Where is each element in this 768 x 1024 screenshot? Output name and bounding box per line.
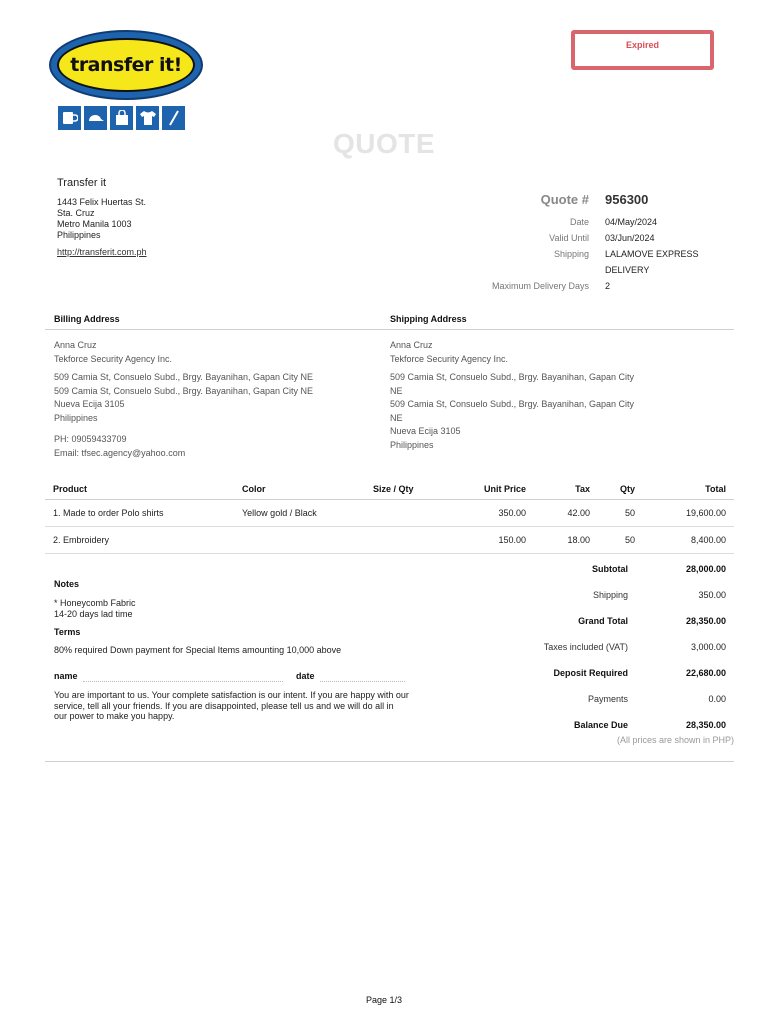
company-website-link[interactable]: http://transferit.com.ph (57, 247, 147, 257)
date-label: Date (569, 217, 589, 227)
shipping-country: Philippines (390, 439, 434, 450)
totals-label: Shipping (592, 590, 628, 600)
totals-value: 22,680.00 (685, 668, 726, 678)
shipping-name: Anna Cruz (390, 340, 433, 350)
signature-name-label: name (54, 671, 78, 681)
billing-email: Email: tfsec.agency@yahoo.com (54, 447, 186, 458)
total-cell: 8,400.00 (643, 527, 734, 554)
shipping-method-value (605, 246, 725, 278)
valid-until-label: Valid Until (549, 233, 589, 243)
shipping-line: NE (390, 385, 403, 396)
shipping-company: Tekforce Security Agency Inc. (390, 353, 509, 364)
totals-value: 350.00 (698, 590, 726, 600)
signature-date-field[interactable] (320, 681, 405, 682)
totals-label: Deposit Required (553, 668, 628, 678)
totals-value: 28,000.00 (685, 564, 726, 574)
totals-value: 28,350.00 (685, 616, 726, 626)
currency-note: (All prices are shown in PHP) (616, 735, 734, 745)
totals-label: Taxes included (VAT) (543, 642, 628, 652)
tax-cell: 18.00 (534, 527, 598, 554)
notes-text (54, 598, 136, 620)
billing-country: Philippines (54, 412, 98, 423)
shipping-address-heading: Shipping Address (390, 314, 467, 324)
column-header: Color (234, 478, 365, 500)
company-address-line: Sta. Cruz (57, 208, 95, 218)
table-header-row (45, 478, 734, 500)
shipping-row (500, 582, 734, 608)
shipping-line: 509 Camia St, Consuelo Subd., Brgy. Bayanihan, Gapan City (390, 399, 634, 409)
shipping-method-line: DELIVERY (605, 265, 650, 275)
shirt-icon (136, 106, 159, 130)
divider (45, 329, 734, 330)
shipping-method-label: Shipping (553, 249, 589, 259)
billing-company: Tekforce Security Agency Inc. (54, 353, 173, 364)
logo (57, 38, 195, 92)
mug-icon (58, 106, 81, 130)
page-number: Page 1/3 (365, 995, 403, 1005)
company-address (57, 197, 146, 241)
billing-line: 509 Camia St, Consuelo Subd., Brgy. Bayanihan, Gapan City NE (54, 372, 313, 382)
color-cell (234, 527, 365, 554)
terms-text: 80% required Down payment for Special Items amounting 10,000 above (54, 645, 342, 655)
totals-summary (500, 556, 734, 738)
deposit-required-row (500, 660, 734, 686)
max-delivery-days-value: 2 (605, 281, 611, 291)
tax-cell: 42.00 (534, 500, 598, 527)
company-address-line: 1443 Felix Huertas St. (57, 197, 147, 207)
qty-cell: 50 (598, 527, 643, 554)
color-cell: Yellow gold / Black (234, 500, 365, 527)
size-qty-cell (365, 527, 441, 554)
totals-value: 3,000.00 (690, 642, 726, 652)
grand-total-row (500, 608, 734, 634)
table-row (45, 527, 734, 554)
quote-meta (480, 192, 740, 294)
column-header: Unit Price (441, 478, 534, 500)
shipping-address (390, 339, 680, 452)
pen-icon (162, 106, 185, 130)
shipping-line: NE (390, 412, 403, 423)
footer-divider (45, 761, 734, 762)
line-items-table (45, 478, 734, 554)
shipping-method-line: LALAMOVE EXPRESS (605, 249, 699, 259)
subtotal-row (500, 556, 734, 582)
quote-number-label: Quote # (540, 192, 589, 207)
company-address-line: Philippines (57, 230, 101, 240)
column-header: Tax (534, 478, 598, 500)
totals-value: 28,350.00 (685, 720, 726, 730)
totals-label: Payments (587, 694, 628, 704)
total-cell: 19,600.00 (643, 500, 734, 527)
notes-line: * Honeycomb Fabric (54, 598, 136, 608)
table-row (45, 500, 734, 527)
logo-text: transfer it! (70, 54, 182, 76)
billing-name: Anna Cruz (54, 340, 97, 350)
date-value: 04/May/2024 (605, 217, 658, 227)
company-name: Transfer it (57, 177, 107, 189)
product-cell: 2. Embroidery (45, 527, 234, 554)
shipping-city: Nueva Ecija 3105 (390, 426, 461, 436)
max-delivery-days-label: Maximum Delivery Days (491, 281, 589, 291)
product-cell: 1. Made to order Polo shirts (45, 500, 234, 527)
company-address-line: Metro Manila 1003 (57, 219, 132, 229)
size-qty-cell (365, 500, 441, 527)
billing-line: 509 Camia St, Consuelo Subd., Brgy. Bayanihan, Gapan City NE (54, 385, 313, 396)
signature-name-field[interactable] (83, 681, 283, 682)
column-header: Size / Qty (365, 478, 441, 500)
billing-city: Nueva Ecija 3105 (54, 399, 125, 409)
payments-row (500, 686, 734, 712)
column-header: Product (45, 478, 234, 500)
billing-address (54, 339, 344, 460)
signature-date-label: date (296, 671, 315, 681)
totals-label: Balance Due (573, 720, 628, 730)
bag-icon (110, 106, 133, 130)
valid-until-value: 03/Jun/2024 (605, 233, 655, 243)
customer-message: You are important to us. Your complete satisfaction is our intent. If you are happy with our service, tell all your friends. If you are disappointed, please tell us and we will do all in our power to make you happy. (54, 690, 409, 721)
qty-cell: 50 (598, 500, 643, 527)
totals-label: Subtotal (592, 564, 628, 574)
totals-value: 0.00 (708, 694, 726, 704)
totals-label: Grand Total (578, 616, 628, 626)
document-title: QUOTE (332, 128, 436, 159)
column-header: Qty (598, 478, 643, 500)
cap-icon (84, 106, 107, 130)
unit-price-cell: 350.00 (441, 500, 534, 527)
expired-stamp (571, 30, 714, 70)
notes-heading: Notes (54, 579, 80, 589)
taxes-row (500, 634, 734, 660)
quote-number: 956300 (605, 192, 649, 207)
billing-phone: PH: 09059433709 (54, 434, 127, 444)
logo-product-icons (58, 106, 185, 130)
notes-line: 14-20 days lad time (54, 609, 133, 619)
unit-price-cell: 150.00 (441, 527, 534, 554)
stamp-text: Expired (625, 40, 659, 50)
billing-address-heading: Billing Address (54, 314, 120, 324)
column-header: Total (643, 478, 734, 500)
terms-heading: Terms (54, 627, 81, 637)
shipping-line: 509 Camia St, Consuelo Subd., Brgy. Bayanihan, Gapan City (390, 372, 634, 382)
